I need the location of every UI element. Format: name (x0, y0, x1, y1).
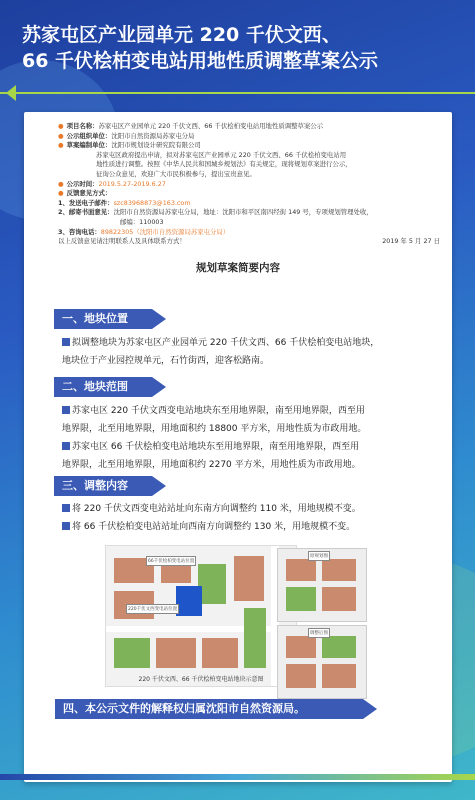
map-label: 220千伏文西变电站位置 (126, 604, 179, 614)
map-parcel (322, 664, 356, 688)
editor-label: 草案编制单位： (66, 141, 112, 150)
project-label: 项目名称： (66, 122, 99, 130)
section-1-title: 一、地块位置 (54, 309, 152, 329)
map-road (106, 626, 296, 632)
time-label: 公示时间： (66, 179, 99, 188)
bottom-accent-bar (0, 774, 475, 780)
section-3-title: 三、调整内容 (54, 476, 152, 496)
section-heading: 规划草案简要内容 (196, 262, 280, 274)
map-label: 调整后图 (308, 628, 330, 638)
section-2-line: 苏家屯区 220 千伏文西变电站地块东至用地界限，南至用地界限，西至用 (72, 406, 365, 416)
map-parcel (286, 559, 316, 581)
map-parcel (156, 638, 196, 668)
title-line-2: 66 千伏桧柏变电站用地性质调整草案公示 (22, 50, 379, 72)
map-parcel (202, 638, 238, 668)
section-3-line: 将 66 千伏桧柏变电站站址向西南方向调整约 130 米，用地规模不变。 (72, 522, 356, 532)
mail-zip: 邮编：110003 (120, 217, 164, 226)
section-3-line: 将 220 千伏文西变电站站址向东南方向调整约 110 米，用地规模不变。 (72, 504, 361, 514)
section-4-title: 四、本公示文件的解释权归属沈阳市自然资源局。 (55, 699, 363, 719)
section-2-title: 二、地块范围 (54, 377, 152, 397)
bullet-icon: ● (58, 141, 64, 150)
map-parcel (286, 664, 316, 688)
phone-value: 89822305（沈阳市自然资源局苏家屯分局） (100, 227, 230, 236)
description-line: 苏家屯区政府提出申请，拟对苏家屯区产业园单元 220 千伏文西、66 千伏桧柏变电站用 (96, 150, 347, 159)
phone-label: 3、咨询电话： (58, 227, 101, 236)
title-line-1: 苏家屯区产业园单元 220 千伏文西、 (22, 24, 341, 46)
feedback-note: 以上反馈意见请注明联系人及具体联系方式！ (58, 237, 186, 246)
small-map-adjusted (277, 625, 367, 699)
bullet-icon: ● (58, 179, 64, 188)
map-parcel (234, 556, 264, 601)
map-green-area (198, 564, 226, 604)
section-1-line: 拟调整地块为苏家屯区产业园单元 220 千伏文西、66 千伏桧柏变电站地块， (72, 338, 380, 348)
square-bullet-icon (62, 522, 70, 530)
bullet-icon: ● (58, 131, 64, 140)
map-green-area (114, 638, 150, 668)
map-label: 66千伏桧柏变电站位置 (146, 556, 196, 566)
section-1-text (62, 334, 444, 370)
project-value: 苏家屯区产业园单元 220 千伏文西、66 千伏桧柏变电站用地性质调整草案公示 (98, 122, 324, 130)
org-label: 公示组织单位： (66, 131, 112, 140)
map-green-area (322, 636, 356, 658)
site-map (105, 545, 297, 687)
small-map-original (277, 548, 367, 622)
email-link[interactable]: szc83968873@163.com (113, 198, 191, 207)
square-bullet-icon (62, 442, 70, 450)
section-2-text (62, 402, 444, 474)
map-label: 原规划图 (308, 551, 330, 561)
page-title (22, 22, 462, 74)
square-bullet-icon (62, 406, 70, 414)
bullet-icon: ● (58, 122, 64, 130)
time-value: 2019.5.27-2019.6.27 (98, 179, 166, 188)
mail-address: 沈阳市自然资源局苏家屯分局，地址：沈阳市和平区南四经街 149 号，专项规划管理处收， (113, 208, 373, 217)
bullet-icon: ● (58, 189, 64, 198)
mail-label: 2、邮寄书面意见： (58, 208, 114, 217)
map-parcel (322, 587, 356, 611)
section-3-text (62, 500, 444, 536)
map-caption: 220 千伏文西、66 千伏桧柏变电站地块示意图 (138, 676, 264, 683)
org-value: 沈阳市自然资源局苏家屯分局 (111, 131, 195, 140)
section-2-line: 苏家屯区 66 千伏桧柏变电站地块东至用地界限，南至用地界限，西至用 (72, 442, 360, 452)
description-line: 地性质进行调整。按照《中华人民共和国城乡规划法》有关规定，现将规划草案进行公示， (96, 160, 352, 169)
map-green-area (286, 587, 316, 611)
section-2-line: 地界限，北至用地界限，用地面积约 2270 平方米，用地性质为市政用地。 (62, 460, 361, 470)
map-substation-site (176, 586, 202, 616)
feedback-label: 反馈意见方式： (66, 189, 112, 198)
divider-line (0, 92, 475, 94)
map-green-area (244, 608, 266, 668)
section-1-line: 地块位于产业园控规单元，石竹街西，迎客松路南。 (62, 356, 270, 366)
email-label: 1、发送电子邮件： (58, 198, 114, 207)
square-bullet-icon (62, 504, 70, 512)
map-parcel (286, 636, 316, 658)
map-parcel (322, 559, 356, 581)
section-2-line: 地界限，北至用地界限，用地面积约 18800 平方米，用地性质为市政用地。 (62, 424, 367, 434)
square-bullet-icon (62, 338, 70, 346)
description-line: 征询公众意见，欢迎广大市民积极参与，提出宝贵意见。 (96, 169, 256, 178)
editor-value: 沈阳市规划设计研究院有限公司 (111, 141, 201, 150)
arrow-left-icon (6, 85, 16, 101)
notice-date: 2019 年 5 月 27 日 (382, 237, 440, 245)
info-block (58, 122, 428, 247)
